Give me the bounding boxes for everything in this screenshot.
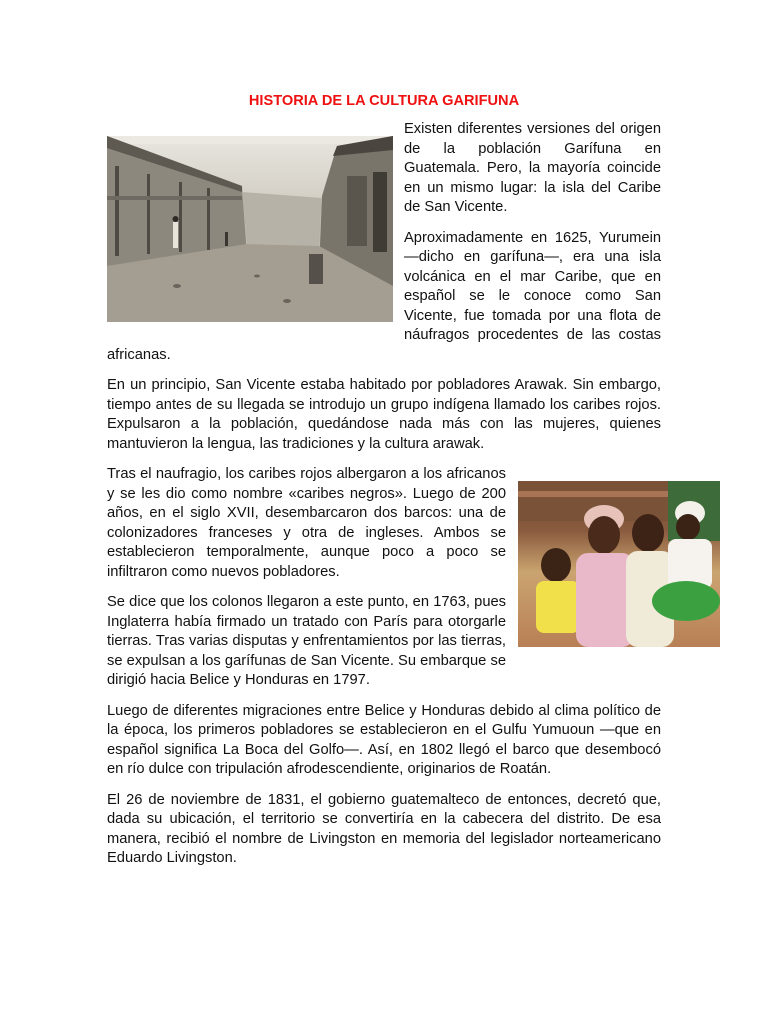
paragraph-7: El 26 de noviembre de 1831, el gobierno guatemalteco de entonces, decretó que, dada su ubicación, el territorio se convertiría en la cabecera del distrito. De esa manera, recibió el nombre de Livingston en memoria del legislador norteamericano Eduardo Livingston. [107,791,661,866]
paragraph-1: Existen diferentes versiones del origen de la población Garífuna en Guatemala. Pero, la mayoría coincide en un mismo lugar: la isla del Caribe de San Vicente. [404,121,661,215]
paragraph-3: En un principio, San Vicente estaba habitado por pobladores Arawak. Sin embargo, tiempo antes de su llegada se introdujo un grupo indígena llamado los caribes rojos. Expulsaron a la población, quedándose nada más con las mujeres, quienes mantuvieron la lengua, las tradiciones y la cultura arawak. [107,377,661,452]
historic-street-photo [107,136,393,322]
paragraph-4: Tras el naufragio, los caribes rojos albergaron a los africanos y se les dio como nombre «caribes negros». Luego de 200 años, en el siglo XVII, desembarcaron dos barcos: una de colonizadores franceses y otra de ingleses. Ambos se establecieron temporalmente, aunque poco a poco se infiltraron como nuevos pobladores. [107,466,506,580]
paragraph-2: Aproximadamente en 1625, Yurumein —dicho en garífuna—, era una isla volcánica en el mar Caribe, que en español se le conoce como San Vicente, fue tomada por una flota de náufragos procedentes de las costas africanas. [107,229,661,363]
paragraph-5: Se dice que los colonos llegaron a este punto, en 1763, pues Inglaterra había firmado un tratado con París para otorgarle tierras. Tras varias disputas y enfrentamientos por las tierras, se expulsan a los garífunas de San Vicente. Su embarque se dirigió hacia Belice y Honduras en 1797. [107,594,506,688]
document-body [107,120,661,880]
garifuna-women-children-photo [518,481,720,647]
paragraph-6: Luego de diferentes migraciones entre Belice y Honduras debido al clima político de la época, los primeros pobladores se establecieron en el Gulfu Yumuoun —que en español significa La Boca del Golfo—. Así, en 1802 llegó el barco que desembocó en río dulce con tripulación afrodescendiente, originarios de Roatán. [107,702,661,777]
document-title: HISTORIA DE LA CULTURA GARIFUNA [248,93,520,109]
